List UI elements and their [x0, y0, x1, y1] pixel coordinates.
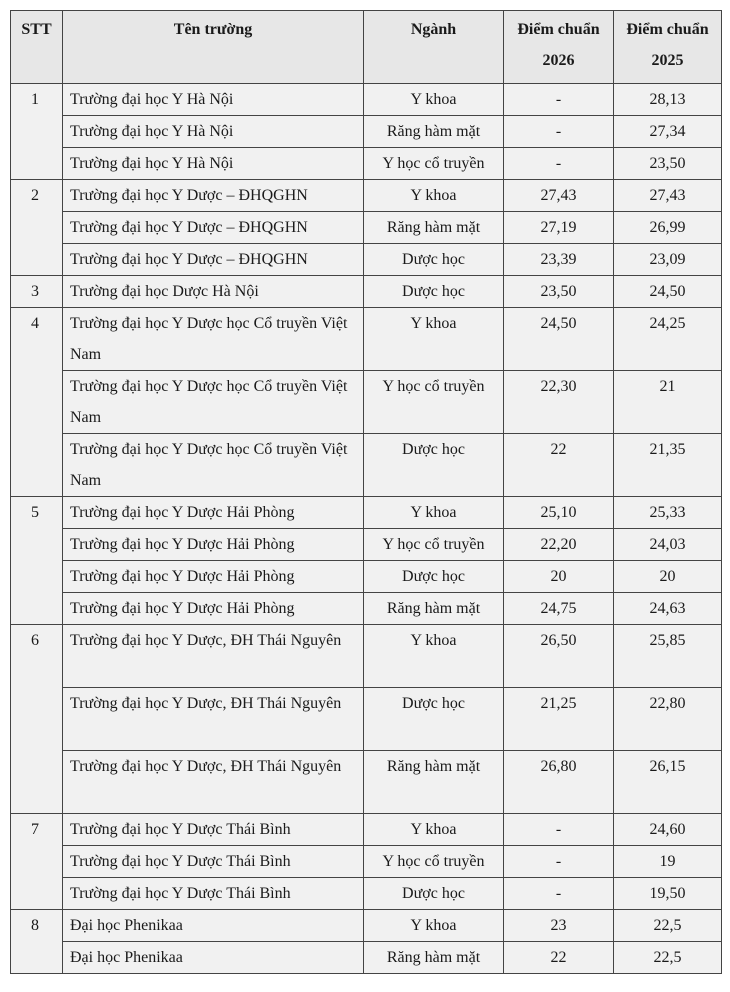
- cell-score-2025: 24,03: [614, 529, 722, 561]
- cell-score-2026: 26,50: [504, 625, 614, 688]
- cell-score-2026: 20: [504, 561, 614, 593]
- header-school: Tên trường: [63, 11, 364, 84]
- cell-school: Trường đại học Y Dược Hải Phòng: [63, 593, 364, 625]
- cell-major: Y học cổ truyền: [364, 529, 504, 561]
- table-row: [11, 942, 722, 974]
- cell-major: Y học cổ truyền: [364, 846, 504, 878]
- cell-school: Trường đại học Y Dược – ĐHQGHN: [63, 180, 364, 212]
- table-row: [11, 561, 722, 593]
- table-body: [11, 84, 722, 974]
- cell-school: Trường đại học Y Hà Nội: [63, 116, 364, 148]
- table-row: [11, 212, 722, 244]
- cell-score-2026: 26,80: [504, 751, 614, 814]
- cell-school: Trường đại học Y Dược Hải Phòng: [63, 529, 364, 561]
- cell-score-2025: 24,60: [614, 814, 722, 846]
- cell-stt: 6: [11, 625, 63, 814]
- cell-major: Y khoa: [364, 497, 504, 529]
- cell-major: Răng hàm mặt: [364, 593, 504, 625]
- cell-score-2026: 21,25: [504, 688, 614, 751]
- cell-score-2026: 22,20: [504, 529, 614, 561]
- cell-score-2026: -: [504, 148, 614, 180]
- cell-school: Trường đại học Y Dược Thái Bình: [63, 814, 364, 846]
- cell-score-2026: -: [504, 116, 614, 148]
- cell-score-2025: 19: [614, 846, 722, 878]
- table-row: [11, 116, 722, 148]
- table-row: [11, 148, 722, 180]
- table-row: [11, 751, 722, 814]
- cell-major: Dược học: [364, 434, 504, 497]
- cell-stt: 1: [11, 84, 63, 180]
- cell-score-2026: 22: [504, 942, 614, 974]
- table-row: [11, 688, 722, 751]
- cell-score-2025: 19,50: [614, 878, 722, 910]
- cell-school: Trường đại học Y Dược học Cổ truyền Việt Nam: [63, 371, 364, 434]
- cell-score-2025: 27,34: [614, 116, 722, 148]
- cell-major: Răng hàm mặt: [364, 116, 504, 148]
- cell-score-2025: 21,35: [614, 434, 722, 497]
- cell-score-2026: 27,43: [504, 180, 614, 212]
- cell-major: Y khoa: [364, 180, 504, 212]
- cell-school: Đại học Phenikaa: [63, 942, 364, 974]
- cell-school: Trường đại học Y Dược Hải Phòng: [63, 497, 364, 529]
- header-score-2026: Điểm chuẩn 2026: [504, 11, 614, 84]
- cell-score-2026: 22,30: [504, 371, 614, 434]
- cell-score-2026: 23,50: [504, 276, 614, 308]
- cell-score-2026: 24,75: [504, 593, 614, 625]
- cell-stt: 5: [11, 497, 63, 625]
- cell-school: Trường đại học Y Dược Thái Bình: [63, 878, 364, 910]
- cell-major: Y khoa: [364, 814, 504, 846]
- table-row: [11, 814, 722, 846]
- cell-score-2025: 23,50: [614, 148, 722, 180]
- cell-school: Trường đại học Y Dược Thái Bình: [63, 846, 364, 878]
- table-row: [11, 497, 722, 529]
- cell-score-2026: -: [504, 846, 614, 878]
- cell-major: Dược học: [364, 561, 504, 593]
- cell-major: Dược học: [364, 878, 504, 910]
- cell-major: Dược học: [364, 276, 504, 308]
- table-row: [11, 625, 722, 688]
- cell-school: Trường đại học Y Dược – ĐHQGHN: [63, 212, 364, 244]
- cell-major: Y khoa: [364, 910, 504, 942]
- cell-stt: 4: [11, 308, 63, 497]
- cell-school: Trường đại học Y Dược, ĐH Thái Nguyên: [63, 751, 364, 814]
- cell-major: Răng hàm mặt: [364, 751, 504, 814]
- cell-score-2025: 24,63: [614, 593, 722, 625]
- cell-score-2025: 24,50: [614, 276, 722, 308]
- cell-school: Trường đại học Y Dược, ĐH Thái Nguyên: [63, 688, 364, 751]
- cell-major: Dược học: [364, 244, 504, 276]
- cell-score-2026: -: [504, 878, 614, 910]
- cell-score-2025: 21: [614, 371, 722, 434]
- cell-major: Răng hàm mặt: [364, 942, 504, 974]
- score-table-container: [10, 10, 722, 974]
- cell-major: Y khoa: [364, 625, 504, 688]
- cell-school: Trường đại học Y Dược Hải Phòng: [63, 561, 364, 593]
- cell-major: Dược học: [364, 688, 504, 751]
- cell-score-2026: 22: [504, 434, 614, 497]
- table-row: [11, 593, 722, 625]
- header-major: Ngành: [364, 11, 504, 84]
- admission-score-table: [10, 10, 722, 974]
- cell-score-2026: 27,19: [504, 212, 614, 244]
- cell-score-2026: 24,50: [504, 308, 614, 371]
- cell-school: Trường đại học Dược Hà Nội: [63, 276, 364, 308]
- cell-school: Trường đại học Y Dược học Cổ truyền Việt Nam: [63, 434, 364, 497]
- table-row: [11, 878, 722, 910]
- cell-score-2025: 22,80: [614, 688, 722, 751]
- header-score-2025: Điểm chuẩn 2025: [614, 11, 722, 84]
- table-row: [11, 84, 722, 116]
- table-row: [11, 180, 722, 212]
- cell-score-2025: 26,15: [614, 751, 722, 814]
- cell-score-2026: -: [504, 814, 614, 846]
- table-row: [11, 308, 722, 371]
- table-header-row: [11, 11, 722, 84]
- cell-school: Đại học Phenikaa: [63, 910, 364, 942]
- cell-stt: 3: [11, 276, 63, 308]
- cell-score-2025: 20: [614, 561, 722, 593]
- table-row: [11, 910, 722, 942]
- cell-score-2025: 22,5: [614, 910, 722, 942]
- cell-stt: 8: [11, 910, 63, 974]
- cell-score-2026: 25,10: [504, 497, 614, 529]
- cell-score-2025: 25,33: [614, 497, 722, 529]
- cell-score-2025: 24,25: [614, 308, 722, 371]
- cell-major: Y khoa: [364, 84, 504, 116]
- cell-score-2025: 27,43: [614, 180, 722, 212]
- cell-score-2025: 26,99: [614, 212, 722, 244]
- table-row: [11, 244, 722, 276]
- cell-major: Y học cổ truyền: [364, 371, 504, 434]
- cell-major: Y học cổ truyền: [364, 148, 504, 180]
- table-row: [11, 529, 722, 561]
- cell-score-2026: 23: [504, 910, 614, 942]
- table-row: [11, 434, 722, 497]
- header-stt: STT: [11, 11, 63, 84]
- cell-score-2025: 22,5: [614, 942, 722, 974]
- cell-school: Trường đại học Y Dược học Cổ truyền Việt Nam: [63, 308, 364, 371]
- cell-stt: 7: [11, 814, 63, 910]
- cell-stt: 2: [11, 180, 63, 276]
- cell-school: Trường đại học Y Hà Nội: [63, 148, 364, 180]
- cell-school: Trường đại học Y Dược, ĐH Thái Nguyên: [63, 625, 364, 688]
- table-row: [11, 276, 722, 308]
- cell-school: Trường đại học Y Hà Nội: [63, 84, 364, 116]
- table-row: [11, 371, 722, 434]
- table-row: [11, 846, 722, 878]
- cell-score-2025: 28,13: [614, 84, 722, 116]
- cell-score-2026: -: [504, 84, 614, 116]
- cell-score-2025: 25,85: [614, 625, 722, 688]
- cell-score-2026: 23,39: [504, 244, 614, 276]
- cell-major: Răng hàm mặt: [364, 212, 504, 244]
- cell-major: Y khoa: [364, 308, 504, 371]
- cell-school: Trường đại học Y Dược – ĐHQGHN: [63, 244, 364, 276]
- cell-score-2025: 23,09: [614, 244, 722, 276]
